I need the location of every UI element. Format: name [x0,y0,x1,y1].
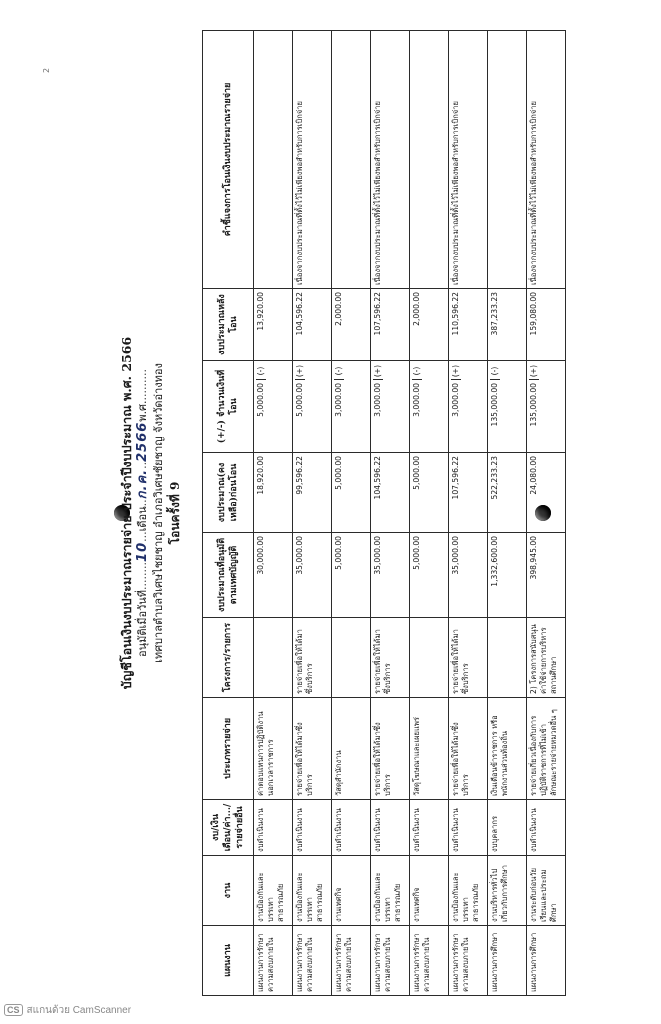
cell-approved-budget: 5,000.00 [410,533,449,618]
cell-transfer-amount [254,361,293,453]
transfer-sign: (+) [295,364,305,380]
cell-expense-type: เงินเดือนข้าราชการ หรือพนักงานส่วนท้องถิ่น [488,698,527,800]
transfer-value: 3,000.00 [412,383,421,417]
approval-year: 2566 [135,421,150,462]
cell-budget-after: 104,596.22 [293,289,332,361]
cell-expense-type: รายจ่ายเพื่อให้ได้มาซึ่งบริการ [371,698,410,800]
cell-budget-category: งบบุคลากร [488,800,527,856]
cell-budget-category: งบดำเนินงาน [254,800,293,856]
cell-explanation: เนื่องจากงบประมาณที่ตั้งไว้ไม่เพียงพอสำหรับการเบิกจ่าย [449,31,488,289]
document-heading [118,18,184,1008]
cell-work: งานป้องกันและบรรเทาสาธารณภัย [293,856,332,926]
transfer-sign: (-) [490,364,500,380]
cell-work: งานระดับก่อนวัยเรียนและประถมศึกษา [527,856,566,926]
cell-approved-budget: 30,000.00 [254,533,293,618]
cell-project: รายจ่ายเพื่อให้ได้มาซึ่งบริการ [449,618,488,698]
cell-transfer-amount [488,361,527,453]
scanner-watermark [4,1003,131,1018]
cell-budget-after: 387,233.23 [488,289,527,361]
camscanner-logo-icon: CS [4,1004,23,1016]
cell-expense-type: วัสดุสำนักงาน [332,698,371,800]
cell-plan: แผนงานการรักษาความสงบภายใน [449,926,488,996]
transfer-number: โอนครั้งที่ 9 [168,481,182,545]
cell-plan: แผนงานการรักษาความสงบภายใน [254,926,293,996]
cell-budget-after: 107,596.22 [371,289,410,361]
cell-expense-type: ค่าตอบแทนการปฏิบัติงานนอกเวลาราชการ [254,698,293,800]
transfer-value: 135,000.00 [529,383,538,427]
budget-transfer-table [202,30,566,996]
transfer-value: 5,000.00 [295,383,304,417]
cell-budget-before: 104,596.22 [371,453,410,533]
cell-budget-category: งบดำเนินงาน [449,800,488,856]
cell-explanation [410,31,449,289]
header-approved-budget: งบประมาณที่อนุมัติตามเทศบัญญัติ [203,533,254,618]
cell-explanation: เนื่องจากงบประมาณที่ตั้งไว้ไม่เพียงพอสำหรับการเบิกจ่าย [371,31,410,289]
cell-budget-category: งบดำเนินงาน [527,800,566,856]
table-body [254,31,566,996]
header-transfer-amount: (+/-) จำนวนเงินที่โอน [203,361,254,453]
cell-budget-after: 13,920.00 [254,289,293,361]
table-header-row [203,31,254,996]
table-row [293,31,332,996]
rotated-document [110,18,558,1008]
cell-work: งานป้องกันและบรรเทาสาธารณภัย [449,856,488,926]
approval-date-line: อนุมัติเมื่อวันที่........10...เดือน..ก.ค...2566พ.ศ.......... [135,368,150,658]
transfer-value: 3,000.00 [334,383,343,417]
cell-budget-category: งบดำเนินงาน [371,800,410,856]
cell-budget-before: 99,596.22 [293,453,332,533]
cell-project [332,618,371,698]
cell-budget-before: 107,596.22 [449,453,488,533]
cell-transfer-amount [527,361,566,453]
transfer-sign: (+) [529,364,539,380]
cell-transfer-amount [371,361,410,453]
cell-project [488,618,527,698]
header-project: โครงการ/รายการ [203,618,254,698]
header-work: งาน [203,856,254,926]
cell-approved-budget: 398,945.00 [527,533,566,618]
cell-expense-type: รายจ่ายเพื่อให้ได้มาซึ่งบริการ [293,698,332,800]
transfer-sign: (-) [412,364,422,380]
cell-budget-before: 5,000.00 [410,453,449,533]
cell-approved-budget: 35,000.00 [293,533,332,618]
cell-plan: แผนงานการรักษาความสงบภายใน [410,926,449,996]
table-row [371,31,410,996]
cell-budget-category: งบดำเนินงาน [293,800,332,856]
cell-budget-after: 159,080.00 [527,289,566,361]
table-row [410,31,449,996]
cell-budget-after: 110,596.22 [449,289,488,361]
cell-project [410,618,449,698]
cell-budget-category: งบดำเนินงาน [410,800,449,856]
cell-approved-budget: 35,000.00 [449,533,488,618]
transfer-sign: (+) [451,364,461,380]
cell-transfer-amount [410,361,449,453]
cell-expense-type: รายจ่ายเพื่อให้ได้มาซึ่งบริการ [449,698,488,800]
cell-explanation [332,31,371,289]
transfer-value: 5,000.00 [256,383,265,417]
cell-project [254,618,293,698]
cell-work: งานป้องกันและบรรเทาสาธารณภัย [254,856,293,926]
document-title: บัญชีโอนเงินงบประมาณรายจ่าย ประจำปีงบประมาณ พ.ศ. 2566 [119,336,134,690]
scanner-watermark-text: สแกนด้วย CamScanner [26,1005,132,1016]
cell-approved-budget: 1,332,600.00 [488,533,527,618]
transfer-value: 3,000.00 [373,383,382,417]
cell-transfer-amount [293,361,332,453]
cell-project: รายจ่ายเพื่อให้ได้มาซึ่งบริการ [371,618,410,698]
cell-transfer-amount [332,361,371,453]
cell-plan: แผนงานการรักษาความสงบภายใน [332,926,371,996]
cell-budget-before: 522,233.23 [488,453,527,533]
approval-month-label: เดือน [136,506,149,532]
cell-project: 2) โครงการสนับสนุนค่าใช้จ่ายการบริหารสถานศึกษา [527,618,566,698]
table-row [527,31,566,996]
approval-month: ก.ค. [135,468,150,500]
table-row [488,31,527,996]
cell-work: งานเทศกิจ [332,856,371,926]
transfer-sign: (+) [373,364,383,380]
approval-day: 10 [135,541,150,562]
cell-explanation: เนื่องจากงบประมาณที่ตั้งไว้ไม่เพียงพอสำหรับการเบิกจ่าย [293,31,332,289]
cell-explanation [254,31,293,289]
cell-work: งานป้องกันและบรรเทาสาธารณภัย [371,856,410,926]
table-row [332,31,371,996]
transfer-value: 135,000.00 [490,383,499,427]
cell-plan: แผนงานการรักษาความสงบภายใน [293,926,332,996]
cell-expense-type: วัสดุโฆษณาและเผยแพร่ [410,698,449,800]
cell-transfer-amount [449,361,488,453]
transfer-sign: (-) [256,364,266,380]
cell-explanation: เนื่องจากงบประมาณที่ตั้งไว้ไม่เพียงพอสำหรับการเบิกจ่าย [527,31,566,289]
cell-budget-before: 18,920.00 [254,453,293,533]
cell-budget-before: 5,000.00 [332,453,371,533]
header-explanation: คำชี้แจงการโอนเงินงบประมาณรายจ่าย [203,31,254,289]
cell-approved-budget: 35,000.00 [371,533,410,618]
table-row [254,31,293,996]
header-budget-after: งบประมาณหลังโอน [203,289,254,361]
approval-year-label: พ.ศ. [136,400,149,422]
document-sheet [110,18,558,1008]
cell-work: งานบริหารทั่วไปเกี่ยวกับการศึกษา [488,856,527,926]
transfer-value: 3,000.00 [451,383,460,417]
transfer-sign: (-) [334,364,344,380]
cell-approved-budget: 5,000.00 [332,533,371,618]
page-number-mark: 2 [42,67,52,74]
cell-budget-after: 2,000.00 [332,289,371,361]
cell-work: งานเทศกิจ [410,856,449,926]
cell-project: รายจ่ายเพื่อให้ได้มาซึ่งบริการ [293,618,332,698]
cell-budget-category: งบดำเนินงาน [332,800,371,856]
header-plan: แผนงาน [203,926,254,996]
header-budget-before: งบประมาณ(คงเหลือ)ก่อนโอน [203,453,254,533]
organization-line: เทศบาลตำบลวิเศษไชยชาญ อำเภอวิเศษชัยชาญ จังหวัดอ่างทอง [152,363,165,663]
cell-budget-after: 2,000.00 [410,289,449,361]
cell-plan: แผนงานการศึกษา [488,926,527,996]
cell-budget-before: 24,080.00 [527,453,566,533]
cell-plan: แผนงานการศึกษา [527,926,566,996]
header-budget-category: งบ/เงินเดือน/ค่า.../รายจ่ายอื่น [203,800,254,856]
cell-explanation [488,31,527,289]
header-expense-type: ประเภทรายจ่าย [203,698,254,800]
cell-plan: แผนงานการรักษาความสงบภายใน [371,926,410,996]
cell-expense-type: รายจ่ายเกี่ยวเนื่องกับการปฏิบัติราชการที่ไม่เข้าลักษณะรายจ่ายหมวดอื่น ๆ [527,698,566,800]
approval-date-label: อนุมัติเมื่อวันที่ [136,589,149,658]
table-row [449,31,488,996]
